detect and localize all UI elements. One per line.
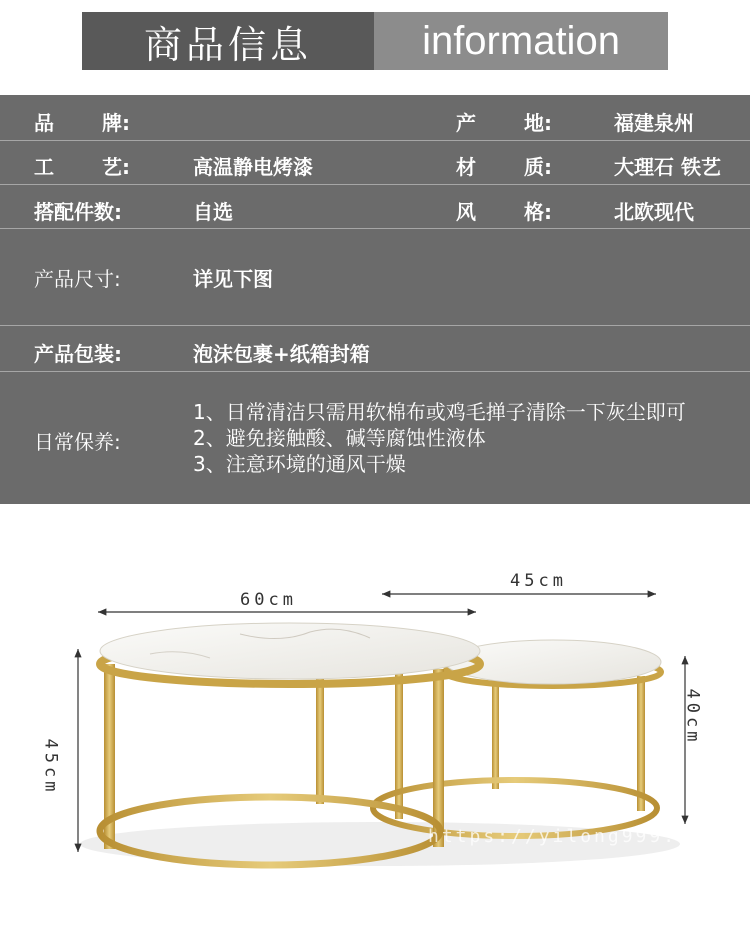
craft-label-2: 艺: (102, 155, 130, 179)
style-label-1: 风 (456, 200, 476, 224)
dim-small-width: 45cm (510, 571, 567, 591)
package-value: 泡沫包裹+纸箱封箱 (193, 342, 370, 366)
material-label-2: 质: (524, 155, 552, 179)
header-banner (82, 12, 668, 70)
craft-value: 高温静电烤漆 (193, 155, 313, 179)
header-title-en: information (374, 12, 668, 70)
origin-label-2: 地: (524, 111, 552, 135)
craft-label-1: 工 (34, 155, 54, 179)
care-list (193, 399, 686, 477)
row-divider (0, 371, 750, 372)
product-image (0, 504, 750, 925)
row-divider (0, 140, 750, 141)
parts-label: 搭配件数: (34, 200, 122, 224)
row-divider (0, 184, 750, 185)
row-divider (0, 325, 750, 326)
size-label: 产品尺寸: (34, 267, 121, 291)
origin-label-1: 产 (456, 111, 476, 135)
style-label-2: 格: (524, 200, 552, 224)
size-value: 详见下图 (193, 267, 273, 291)
style-value: 北欧现代 (614, 200, 694, 224)
spec-table (0, 95, 750, 504)
dim-large-width: 60cm (240, 590, 297, 610)
brand-label-2: 牌: (102, 111, 130, 135)
dim-large-height: 45cm (40, 738, 61, 796)
care-item: 2、避免接触酸、碱等腐蚀性液体 (193, 426, 486, 450)
watermark: https://yilong999. (428, 826, 678, 847)
parts-value: 自选 (193, 200, 233, 224)
material-label-1: 材 (456, 155, 476, 179)
row-divider (0, 228, 750, 229)
material-value: 大理石 铁艺 (614, 155, 721, 179)
dim-small-height: 40cm (682, 688, 703, 746)
care-item: 1、日常清洁只需用软棉布或鸡毛掸子清除一下灰尘即可 (193, 400, 686, 424)
brand-label-1: 品 (34, 111, 54, 135)
care-item: 3、注意环境的通风干燥 (193, 452, 406, 476)
package-label: 产品包装: (34, 342, 122, 366)
care-label: 日常保养: (34, 430, 121, 454)
origin-value: 福建泉州 (614, 111, 694, 135)
header-title-cn: 商品信息 (82, 12, 374, 70)
